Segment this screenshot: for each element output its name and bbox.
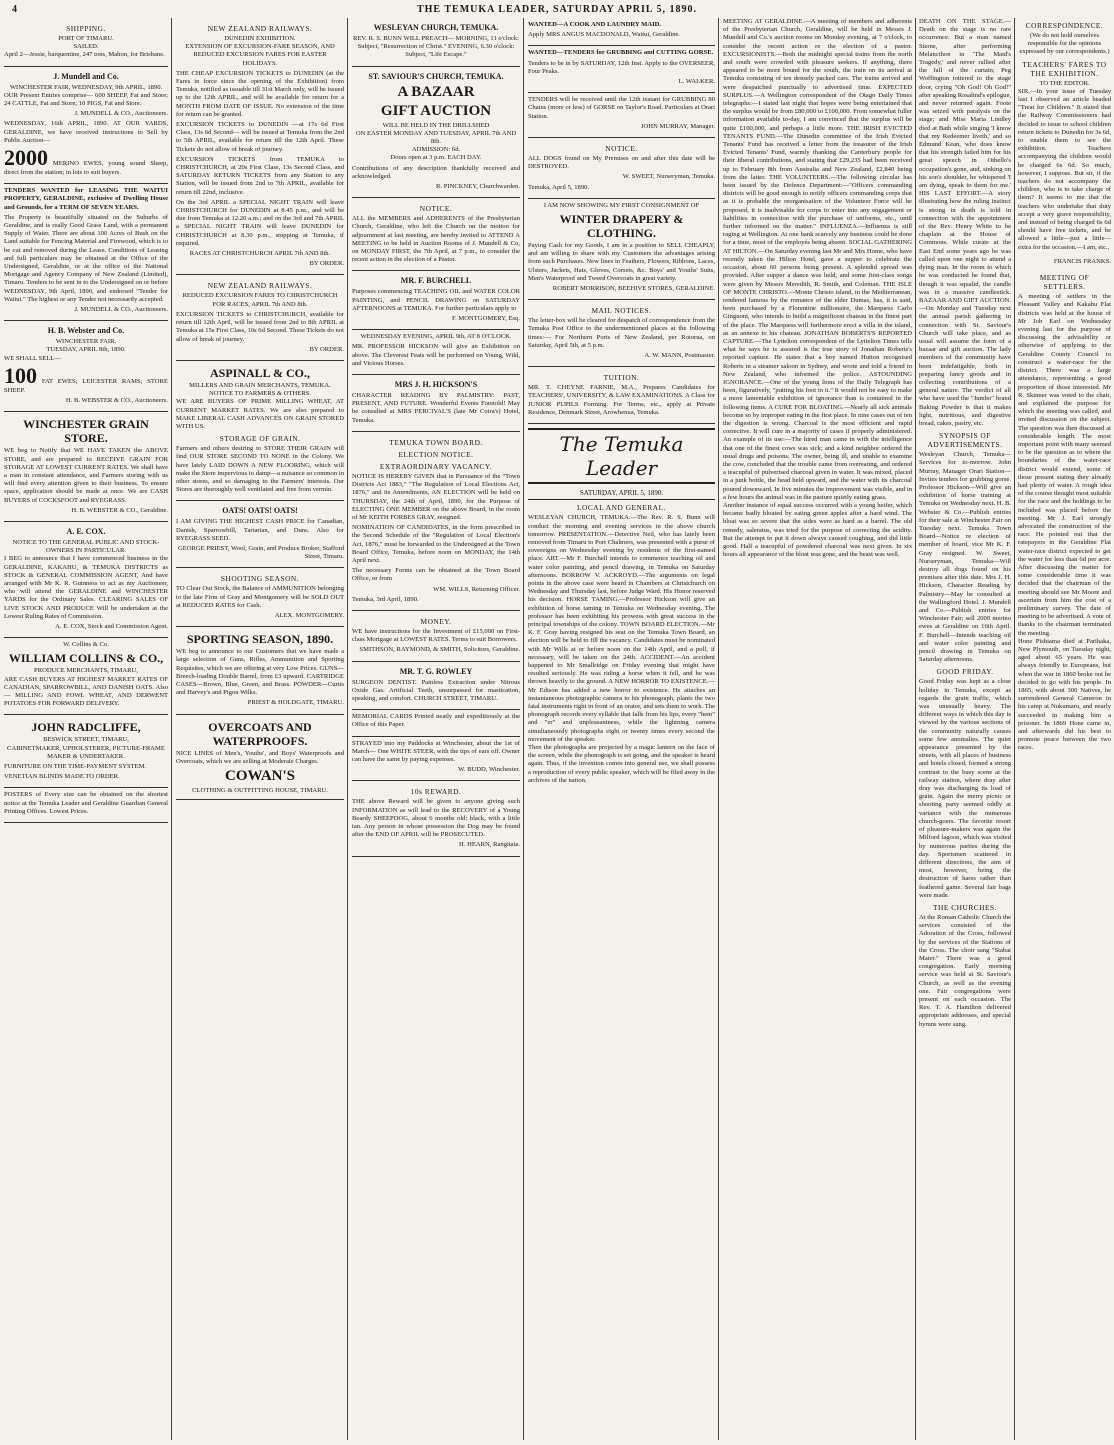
webster-signature: H. B. WEBSTER & CO., Auctioneers. xyxy=(65,397,168,405)
railways-subheading: DUNEDIN EXHIBITION. xyxy=(224,35,296,42)
mail-signature: A. W. MANN, Postmaster. xyxy=(644,352,715,360)
election-heading: ELECTION NOTICE. xyxy=(398,449,474,459)
radcliffe-blinds: VENETIAN BLINDS MADE TO ORDER. xyxy=(4,773,120,781)
webster-ad xyxy=(4,321,168,412)
vacancy-heading: EXTRAORDINARY VACANCY. xyxy=(379,461,493,471)
storage-heading: STORAGE OF GRAIN. xyxy=(219,434,301,444)
merino-text: MERINO EWES, young sound Sheep, direct from the station; in lots to suit buyers. xyxy=(4,160,168,177)
cook-heading: WANTED—A COOK AND LAUNDRY MAID. xyxy=(528,21,662,28)
mundell-ad xyxy=(4,67,168,185)
sailed-text: April 2—Jessie, barquentine, 247 tons, Mahon, for Brisbane. xyxy=(4,51,165,59)
local-general-heading: LOCAL AND GENERAL. xyxy=(577,503,666,513)
rowley-ad xyxy=(352,662,520,711)
webster-shall: WE SHALL SELL— xyxy=(4,354,61,362)
cook-ad xyxy=(528,18,715,46)
grain-store-ad xyxy=(4,412,168,522)
dogs-heading: NOTICE. xyxy=(605,144,638,154)
railways-text: THE CHEAP EXCURSION TICKETS to DUNEDIN (at the Fares in force since the opening of the Exhibition) from Temuka, notified as issuable till 31st March only, will be issued up to the 12th APRIL, and will be available for return for a MONTH FROM DATE OF ISSUE. No extension of the time for return can be granted. xyxy=(176,69,344,118)
cox-heading: A. E. COX. xyxy=(66,526,106,536)
overcoats-text: NICE LINES of Men's, Youths', and Boys' Waterproofs and Overcoats, which we are selling at Moderate Charges. xyxy=(176,749,344,765)
waitui-tender-ad xyxy=(4,184,168,321)
correspondence-heading: CORRESPONDENCE. xyxy=(1025,21,1104,30)
gorse-ad xyxy=(528,93,715,138)
bazaar-ad xyxy=(352,67,520,199)
gorse-text: TENDERS will be received until the 12th instant for GRUBBING 80 Chains (more or less) of GORSE on Taylor's Road. Particulars at Orari Station. xyxy=(528,96,715,120)
tuition-text: MR. T. CHEYNE FARNIE, M.A., Prepares Candidates for TEACHERS', UNIVERSITY, & LAW EXAMINATIONS. A Class for JUNIOR PUPILS Forming. For Terms, etc., apply at Private Residence, Denmark Street, Arowhenua, Temuka. xyxy=(528,384,715,416)
vacancy-text: NOTICE IS HEREBY GIVEN that in Pursuance of the "Town Districts Act 1883," "The Regulation of Local Elections Act, 1876," and its Amendments, AN ELECTION will be held on THURSDAY, the 24th of April, 1890, for the Purpose of ELECTING ONE MEMBER on the above Board, in the room of Mr KEITH FORBES GRAY, resigned. xyxy=(352,472,520,521)
bazaar-heading: A BAZAAR xyxy=(397,83,475,100)
grain-store-signature: H. B. WEBSTER & CO., Geraldine. xyxy=(71,506,168,514)
grain-store-text: WE beg to Notify that WE HAVE TAKEN the ABOVE STORE, and are prepared to RECEIVE GRAIN FOR STORAGE AT LOWEST CURRENT RATES. We shall have a man in constant attendance, and Farmers storing with us will find every attention given to their business. To ensure space, application should be made at once. We are CASH BUYERS of COCKSFOOT and RYEGRASS. xyxy=(4,447,168,504)
wesleyan-ad xyxy=(352,18,520,67)
dogs-signature: W. SWEET, Nurseryman, Temuka. xyxy=(622,173,715,181)
reward-signature: H. HEARN, Rangitata. xyxy=(459,841,520,849)
hickson-text: MR. PROFESSOR HICKSON will give an Exhibition on above. The Cleverest Feats will be performed on Young, Wild, and Vicious Horses. xyxy=(352,343,520,367)
local-general-text: WESLEYAN CHURCH, TEMUKA.—The Rev. R. S. Bunn will conduct the morning and evening services in the above church tomorrow. PRESENTATION.—Detective Neil, who has lately been removed from Timaru to Port Chalmers, was presented with a purse of sovereigns on Wednesday evening by residents of the first-named place. ART.—Mr F. Burchell intends to commence teaching oil and water color painting, and pencil drawing, in Temuka on Saturday afternoons. BORROW V. ACKROYD.—The arguments on legal points in the above case were heard in Chambers at Christchurch on Wednesday and Thursday last, before Judge Ward. His Honor reserved his decision. HORSE TAMING.—Professor Hickson will give an exhibition of horse taming in Temuka on Wednesday evening. The professor has been exhibiting his prowess with great success in the principal townships of the colony. TOWN BOARD ELECTION.—Mr K. F. Gray having resigned his seat on the Temuka Town Board, an election will be held to fill the vacancy. Candidates must be nominated with Mr Wills at or before noon on the 14th April, and a poll, if necessary, will be taken on the 24th. ACCIDENT.—An accident happened to Mr Smallridge on Friday evening that might have resulted seriously. He was riding a horse when it fell, and he was thrown heavily to the ground. A NEW HORROR TO EXISTENCE.—Mr Edison has added a new horror to existence. He attaches an instantaneous photographic camera to his phonograph, plants the two fatal instruments right in front of an orator, and sets them to work. The phonograph records every syllable that falls from his lips, every "hem" and "er" and unpleasantness, while the lightning camera simultaneously photographs eight or twenty times every second the movement of the speaker. xyxy=(528,514,715,743)
news-column-5: MEETING AT GERALDINE.—A meeting of members and adherents of the Presbyterian Church, Geraldine, will be held in Messrs J. Mundell and Co.'s auction rooms on Monday evening, at 7 o'clock, to consider the recent action re the election of a pastor. EXCURSIONISTS.—Both the midnight special trains from the north and south were crowded with pleasure seekers. If anything, there appeared to be more bound for the south, the train on its arrival at Temuka consisting of ten densely packed cars. The trains arrived and were despatched punctually to advertised time. EXPECTED SURPLUS.—A Wellington correspondent of the Otago Daily Times telegraphs:—I stated last night that hopes were being entertained that the surplus would be from £80,000 to £100,000. From somewhat fuller information available to-day, I am convinced that the surplus will be quite £100,000, and perhaps a little more. THE IRISH EVICTED TENANTS FUND.—The Dunedin committee of the Irish Evicted Tenants' Fund has received a letter from the treasurer of the Irish Evicted Tenants' Fund, warmly thanking the Canterbury people for their liberal contributions, and stating that £29,235 had been received up to February 8th from Australia and New Zealand, £2,840 being from the latter. THE VOLUNTEERS.—The following circular has been issued by the Defence Department:—"Officers commanding districts will be good enough to notify officers commanding corps that as it is probable the reorganisation of the Volunteer Force will be proposed, it is inadvisable for corps to enter into any engagement or liabilities in connection with the purchase of uniforms, etc., until further informed on the matter." INFLUENZA.—Influenza is still raging at Wellington. At one bank scarcely any business could be done for a time, most of the employés being absent. SOCIAL GATHERING AT HILTON.—On Saturday evening last Mr and Mrs Home, who have recently taken the Hilton Hotel, gave a supper to celebrate the occasion, about 60 persons being present. A splendid spread was provided. After supper a dance was held, and some first-class songs were given by Messrs Meredith, R. Smith, and Coleman. THE ISLE OF MONTE CHRISTO.—Monte Christo island, in the Mediterranean, rendered famous by the romance of the elder Dumas, has, it is said, been purchased by a Florentine millionaire, the Marquess Carlo Ginguoni, who intends to build a magnificent chateau in the finest part of the place. The Marquess will furthermore erect a villa in the island, as an annexe to his chateau. JONATHAN ROBERTS'S REPORTED CAPTURE.—The Lyttelton correspondent of the Lyttelton Times tells what he says he is assured is the true story of Jonathan Roberts's reported capture. He states that a boy named Hutton recognised Roberts in a steamer saloon in Sydney, and wrote and told a friend in New Zealand, who informed the police. ASTOUNDING IGNORANCE.—One of the young lions of the Daily Telegraph has been, figuratively, "putting his foot in it." It would not be easy to make a more lamentable exhibition of ignorance than is contained in the following items. A CURE FOR BLOATING.—Nearly all sick animals become so by improper eating in the first place. In nine cases out of ten the digestion is wrong. Charcoal is the most efficient and rapid corrective. It will cure in a majority of cases if properly administered. An example of its use:—The hired man came in with the intelligence that one of the finest cows was sick; and a kind neighbor ordered the usual drugs and poisons. The owner, being ill, and unable to examine the cow, concluded that the trouble came from overeating, and ordered a teacupful of pulverised charcoal given in water. It was mixed, placed in a junk bottle, the head held upward, and the water with its charcoal poured downward. In five minutes the improvement was visible, and in a few hours the animal was in the pasture quietly eating grass. xyxy=(723,18,912,501)
news-subcolumn-b xyxy=(1015,18,1114,1440)
mundell-signature: J. MUNDELL & CO., Auctioneers. xyxy=(74,110,168,118)
cowans-ad xyxy=(176,715,344,801)
collins-subheading: PRODUCE MERCHANTS, TIMARU, xyxy=(34,667,138,675)
aspinall-subheading: MILLERS AND GRAIN MERCHANTS, TEMUKA. xyxy=(189,381,331,389)
column-5 xyxy=(719,18,916,1440)
letter-text: SIR,—In your issue of Tuesday last I observed an article headed "Treat for Children." It stated that the Railway Commissioners had decided to issue to school children return tickets to Dunedin for 3s 6d, to enable them to see the exhibition. Teachers accompanying the children would be charged 6s 6d. So much, however, I suppose. But sir, if the teachers do not accompany the children, who is to take charge of them? It seems to me that the teachers who undertake that duty accept a very grave responsibility, and instead of being charged 6s 6d should have free tickets, and be allowed a little—just a little—extra for the occasion.—I am, etc., xyxy=(1018,87,1111,251)
excursion-dunedin: EXCURSION TICKETS to DUNEDIN —at 17s 6d First Class, 13s 6d Second— will be issued at Temuka from the 2nd to 5th APRIL, available for return till the 12th April. These Tickets do not allow of break of journey. xyxy=(176,121,344,153)
grubbing-ad xyxy=(528,46,715,93)
webster-count: 100 xyxy=(4,362,37,388)
settlers-more: Hone Pishiama died at Parihaka, New Plymouth, on Tuesday night, aged about 65 years. He was always friendly to Europeans, but when the war in 1860 broke out he decided to go with his people. In 1865, with about 300 Natives, he surrendered General Cameron in his camp at Nukumaru, and nearly succeeded in making him a prisoner. In 1869 Hone came in, and afterwards did his best to promote peace between the two races. xyxy=(1018,637,1111,752)
news-column-5-more: Another instance of equal success occurred with a young heifer, which became badly bloated by eating green apples after a hard wind. The bloat was so severe that the sides were as hard as a barrel. The old remedy, saleratus, was tried for the purpose of correcting the acidity. But the attempt to put it down always caused coughing, and did little good. Half a teacupful of powdered charcoal was next given. In six hours all appearance of the bloat was gone, and the beast was well. xyxy=(723,501,912,559)
railways-ad xyxy=(176,18,344,275)
hickson-date: WEDNESDAY EVENING, APRIL 9th, AT 8 O'CLOCK. xyxy=(360,333,512,341)
races-line: RACES AT CHRISTCHURCH APRIL 7th AND 8th. xyxy=(189,250,331,258)
radcliffe-heading: JOHN RADCLIFFE, xyxy=(31,720,141,735)
wesleyan-heading: WESLEYAN CHURCH, TEMUKA. xyxy=(373,23,499,32)
radcliffe-ad xyxy=(4,715,168,788)
winchester-entries: OUR Present Entries comprise— 600 SHEEP, Fat and Store; 24 CATTLE, Fat and Store; 10 PIGS, Fat and Store. xyxy=(4,91,168,108)
bazaar-signature: R. PINCKNEY, Churchwarden. xyxy=(436,183,520,191)
gorse-signature: JOHN MURRAY, Manager. xyxy=(640,122,715,130)
local-general-more: Then the photographs are projected by a magic lantern on the face of the screen, while the phonograph is set going, and the speaker is heard again. Thus, if the invention comes into general use, we shall possess a reproduction of every public speaker, which will be filed away in the archives of the nation. xyxy=(528,743,715,784)
port-line: PORT OF TIMARU. xyxy=(58,35,114,42)
aspinall-heading: ASPINALL & CO., xyxy=(209,365,310,380)
strayed-text: STRAYED into my Paddocks at Winchester, about the 1st of March— One WHITE STEER, with the tips of ears off. Owner can have the same by paying expenses. xyxy=(352,739,520,763)
money-ad xyxy=(352,611,520,662)
synopsis-text: Wesleyan Church, Temuka—Services for to-morrow. John Murray, Manager Orari Station—Invites tenders for grubbing gorse. Professor Hickson—Will give an exhibition of horse training at Temuka on Wednesday next. H. B. Webster & Co.—Publish entries for their sale at Winchester Fair on Tuesday next. Temuka Town Board—Notice re election of member of board, vice Mr K. F. Gray resigned. W. Sweet, Nurseryman, Temuka—Will destroy all dogs found on his premises after this date. Mrs J. H. Hickson, Character Reading by Palmistry—May be consulted at the Wallingford Hotel. J. Mundell and Co.—Publish entries for Winchester Fair; sell 2000 merino ewes at Geraldine on 16th April. F. Burchell—Intends teaching oil and water color painting and pencil drawing in Temuka on Saturday afternoons. xyxy=(919,451,1011,664)
winter-intro: I AM NOW SHOWING MY FIRST CONSIGNMENT OF xyxy=(543,201,700,209)
mail-text: The letter-box will be cleared for despatch of correspondence from the Temuka Post Office to the undermentioned places at the following times:— For Northern Ports of New Zealand, per Rotorua, on Saturday, April 5th, at 5 p.m. xyxy=(528,317,715,349)
waitui-text: The Property is beautifully situated on the Suburbs of Geraldine, and is really Good Grass Land, with a permanent Supply of Water. There are about 100 Acres of Bush on the Land suitable for Fencing Material and Firewood, which is to be cut and removed during the Lease. Conditions of Leasing and full particulars may be obtained at the Office of the Undersigned, Geraldine, or at the office of the National Mortgage and Agency Company of New Zealand (Limited), Timaru. Tenders to be sent in to the Undersigned on or before WEDNESDAY, 9th April, 1890, and endorsed "Tender for Waitui." The highest or any Tender not necessarily accepted. xyxy=(4,213,168,303)
column-2 xyxy=(172,18,348,1440)
by-order-1: BY ORDER. xyxy=(309,260,344,268)
winter-body: Paying Cash for my Goods, I am in a position to SELL CHEAPLY, and am willing to share with my Customers the advantages arising from such Purchases. New lines in Feathers, Flowers, Ribbons, Laces, Ulsters, Jackets, Hats, Gloves, Corsets, &c. Boys' and Youths' Suits, Men's Waterproof and Tweed Overcoats in great variety. xyxy=(528,242,715,282)
sailed-label: SAILED. xyxy=(73,43,99,51)
oats-text: I AM GIVING THE HIGHEST CASH PRICE for Canadian, Danish, Sparrowbill, Tartarian, and Duns. Also for RYEGRASS SEED. xyxy=(176,518,344,542)
shooting-ad xyxy=(176,568,344,627)
collins-ad xyxy=(4,638,168,715)
letter-signature: FRANCIS FRANKS. xyxy=(1053,258,1111,266)
strayed-signature: W. BUDD, Winchester. xyxy=(458,766,520,774)
cowans-subheading: CLOTHING & OUTFITTING HOUSE, TIMARU. xyxy=(192,787,328,794)
news-column-6: DEATH ON THE STAGE.—Death on the stage is no rare occurrence. But a man named Sterne, after performing Melancthon in 'The Maid's Tragedy,' and never rallied after the fall of the curtain; Peg Woffington tottered to the stage door, crying "Oh God! Oh God!" after speaking Rosalind's epilogue, and never returned again. Foote was seized with paralysis on the stage; and Miss Maria Lindley died at Bath while singing 'I know that my Redeemer liveth,' and so Edmund Kean, who does know that his strength failed him for his great speech in Othello's occupation's gone, and, sinking on his son's shoulder, he whispered 'I am dying, speak to them for me.' HIS LAST EFFORT.—A story illustrating how the ruling instinct is strong in death is told in connection with the appointment of the Rev. Henry White to be chaplain at the House of Commons. While curate at the East End some years ago he was called upon one night to attend a dying man. In the room to which he was conducted he found that, though it was squalid, the candle was in a massive candlestick. BAZAAR AND GIFT AUCTION.—On Monday and Tuesday next the annual parish gathering in connection with St. Saviour's Church will take place, and as usual will assume the form of a bazaar and gift auction. The lady members of the community have been indefatigable, both in preparing fancy goods and in collecting contributions of a general nature. The verdict of all who have used the "Jumbo" brand Baking Powder is that it makes light, nutritious, and digestive bread, cakes, pastry, etc. xyxy=(919,18,1012,427)
posters-ad xyxy=(4,788,168,823)
column-3 xyxy=(348,18,524,1440)
sporting-signature: PRIEST & HOLDGATE, TIMARU. xyxy=(247,699,344,707)
page-header xyxy=(0,0,1114,18)
tuition-ad xyxy=(528,367,715,424)
collins-heading: WILLIAM COLLINS & CO., xyxy=(8,651,164,666)
railways2-text: EXCURSION TICKETS to CHRISTCHURCH, available for return till 12th April, will be issued from 2nd to 8th APRIL at Temuka at 15s First Class, 10s 6d Second. These Tickets do not allow of break of journey. xyxy=(176,310,344,343)
overcoats-heading: OVERCOATS AND WATERPROOFS. xyxy=(208,719,312,748)
shooting-text: TO Clear Out Stock, the Balance of AMMUNITION belonging to the late Firm of Gray and Montgomery will be SOLD OUT at REDUCED RATES for Cash. xyxy=(176,585,344,609)
webster-date: TUESDAY, APRIL 8th, 1890. xyxy=(46,346,126,354)
winter-heading: WINTER DRAPERY & CLOTHING. xyxy=(559,212,684,241)
bazaar-admission: ADMISSION: 6d. xyxy=(411,146,461,154)
reward-text: THE above Reward will be given to anyone giving such INFORMATION as will lead to the RECOVERY of a Young Beardy SHEEPDOG, about 6 months old; black, with a little tan. Any person in whose possession the Dog may be found after the END OF APRIL will be PROSECUTED. xyxy=(352,798,520,839)
grubbing-signature: L. WALKER. xyxy=(678,78,715,86)
collins-small: W. Collins & Co. xyxy=(63,641,109,649)
memorial-text: MEMORIAL CARDS Printed neatly and expeditiously at the Office of this Paper. xyxy=(352,713,520,729)
bazaar-venue: WILL BE HELD IN THE DRILLSHED xyxy=(382,121,490,129)
gift-auction-heading: GIFT AUCTION xyxy=(380,102,492,119)
oats-heading: OATS! OATS! OATS! xyxy=(222,506,298,516)
shooting-signature: ALEX. MONTGOMERY. xyxy=(274,611,344,619)
radcliffe-text: CABINETMAKER, UPHOLSTERER, PICTURE-FRAME MAKER & UNDERTAKER. xyxy=(7,744,165,760)
palmistry-heading: MRS J. H. HICKSON'S xyxy=(394,380,478,390)
mail-notices xyxy=(528,300,715,367)
churches-text: At the Roman Catholic Church the services consisted of the Adoration of the Cross, followed by the services of the Stations of the Cross. The choir sang "Stabat Mater." There was a good congregation. Early morning service was held at St. Saviour's Church, as well as the evening one. Fair congregations were present on each occasion. The Rev. T. A. Hamilton delivered appropriate addresses, and special hymns were sung. xyxy=(919,913,1011,1028)
rowley-heading: MR. T. G. ROWLEY xyxy=(399,666,473,676)
oats-signature: GEORGE PRIEST, Wool, Grain, and Produce Broker, Stafford Street, Timaru. xyxy=(177,544,344,561)
railways-extension: EXTENSION OF EXCURSION-FARE SEASON, AND REDUCED EXCURSION FARES FOR EASTER HOLIDAYS. xyxy=(185,43,335,67)
bazaar-doors: Doors open at 3 p.m. EACH DAY. xyxy=(390,154,482,162)
rowley-text: SURGEON DENTIST. Painless Extraction under Nitrous Oxide Gas. Artificial Teeth, unsurpassed for mastication, speaking, and comfort. CHURCH STREET, TIMARU. xyxy=(352,678,520,702)
merino-count: 2000 xyxy=(4,145,48,171)
special-train: On the 3rd APRIL a SPECIAL NIGHT TRAIN will leave CHRISTCHURCH for DUNEDIN at 8.45 p.m., and will be due from Temuka at 12.20 a.m.; and on the 3rd and 7th APRIL a SPECIAL NIGHT TRAIN will leave DUNEDIN for CHRISTCHURCH at 8.30 p.m., stopping at Temuka, if required. xyxy=(176,198,344,247)
news-subcolumn-a xyxy=(916,18,1015,1440)
presbyterian-notice xyxy=(352,198,520,271)
tuition-heading: TUITION. xyxy=(603,373,640,383)
aspinall-ad xyxy=(176,361,344,501)
dogs-date: Temuka, April 5, 1890. xyxy=(528,183,590,191)
railways-heading: NEW ZEALAND RAILWAYS. xyxy=(207,24,313,33)
railways2-heading: NEW ZEALAND RAILWAYS. xyxy=(207,281,313,291)
burchell-ad xyxy=(352,271,520,330)
memorial-ad xyxy=(352,710,520,736)
sporting-text: WE beg to announce to our Customers that we have made a large selection of Guns, Rifles, Ammunition and Sporting Requisites, which we are offering at very Low Prices. GUNS—Breech-loading Double Barrel, from £3 upward. CARTRIDGE CASES—Brown, Blue, Green, and Brass. POWDER—Curtis and Harvey's and Pigou Wilks. xyxy=(176,648,344,697)
money-text: WE have instructions for the Investment of £15,000 on First-class Mortgage at LOWEST RATES. Terms to suit Borrowers. xyxy=(352,627,520,644)
running-title: THE TEMUKA LEADER, SATURDAY APRIL 5, 1890. xyxy=(416,4,698,15)
aspinall-text: WE ARE BUYERS OF PRIME MILLING WHEAT, AT CURRENT MARKET RATES. We are also prepared to MAKE LIBERAL CASH ADVANCES ON GRAIN STORED WITH US. xyxy=(176,398,344,430)
settlers-heading: MEETING OF SETTLERS. xyxy=(1039,273,1090,292)
storage-text: Farmers and others desiring to STORE THEIR GRAIN will find OUR STORE SECOND TO NONE in the Colony. We have lately LAID DOWN A NEW FLOORING, which will make the Store impervious to damp—a nuisance so common in other stores, and so damaging to the Farmers' interests. Our Stores are thoroughly well ventilated and free from vermin. xyxy=(176,445,344,494)
hickson-ad xyxy=(352,330,520,375)
column-6 xyxy=(916,18,1114,1440)
nomination-text: NOMINATION OF CANDIDATES, in the form prescribed in the Second Schedule of the "Regulation of Local Election's Act, 1876," must be forwarded to the Undersigned at the Town Board Office, Temuka, before noon on MONDAY, the 14th April next. xyxy=(352,524,520,564)
cox-ad xyxy=(4,522,168,638)
grubbing-heading: WANTED—TENDERS for GRUBBING and CUTTING GORSE. xyxy=(528,49,714,57)
forms-text: The necessary Forms can be obtained at the Town Board Office, or from xyxy=(352,567,520,583)
palmistry-text: CHARACTER READING BY PALMISTRY: PAST, PRESENT, AND FUTURE. Wonderful Events Foretold! May be consulted at MRS PERCIVAL'S (late Mr Coira's) Hotel, Temuka. xyxy=(352,392,520,424)
good-friday-text: Good Friday was kept as a close holiday in Temuka, except as regards the grain traffic, which was unusually heavy. The different ways in which this day is viewed by the various sections of the community naturally causes some few anomalies. The quiet appearance presented by the streets, with all places of business and hotels closed, formed a strong contrast to the busy scene at the railway station, where dray after dray was discharging its load of grain. Again the merry picnic or shooting party seemed oddly at variance with the numerous church-goers. The favorite resort of pleasure-makers was again the Milford lagoon, which was visited by numerous parties during the day. Sportsmen scattered in different directions, the aim of most, however, being the destruction of hares rather than feathered game. Several fair bags were made. xyxy=(919,678,1011,899)
notice-heading: NOTICE. xyxy=(419,204,453,214)
correspondence-note: (We do not hold ourselves responsible for the opinions expressed by our correspondents.) xyxy=(1019,32,1110,56)
oats-ad xyxy=(176,501,344,568)
by-order-2: BY ORDER. xyxy=(309,345,344,353)
notice-text: ALL the MEMBERS and ADHERENTS of the Presbyterian Church, Geraldine, who left the Church on the motion for adjournment at last meeting, are hereby invited to ATTEND A MEETING to be held in Auction Rooms of J. Mundell & Co, on MONDAY FIRST, the 7th April, at 7 p.m., to consider the recent action in the election of a Pastor. xyxy=(352,215,520,264)
grubbing-text: Tenders to be in by SATURDAY, 12th Inst. Apply to the OVERSEER, Four Peaks. xyxy=(528,59,715,75)
grain-store-heading: WINCHESTER GRAIN STORE. xyxy=(23,417,149,446)
radcliffe-time-payment: FURNITURE ON THE TIME-PAYMENT SYSTEM. xyxy=(4,762,147,770)
winter-drapery-ad xyxy=(528,199,715,300)
teachers-fares-heading: TEACHERS' FARES TO THE EXHIBITION. xyxy=(1022,59,1107,78)
money-heading: MONEY. xyxy=(420,616,452,626)
shooting-heading: SHOOTING SEASON. xyxy=(220,574,300,584)
reward-heading: 10s REWARD. xyxy=(410,787,462,797)
page-number: 4 xyxy=(12,4,18,15)
cowans-heading: COWAN'S xyxy=(224,768,295,784)
burchell-text: Purposes commencing TEACHING OIL and WATER COLOR PAINTING, and PENCIL DRAWING on SATURDAY AFTERNOONS at TEMUKA. For further particulars apply to xyxy=(352,288,520,312)
cox-subheading: NOTICE TO THE GENERAL PUBLIC AND STOCK-OWNERS IN PARTICULAR. xyxy=(12,538,160,555)
forms-date: Temuka, 3rd April, 1890. xyxy=(352,595,419,603)
wesleyan-text: REV. R. S. BUNN WILL PREACH— MORNING, 11 o'clock: Subject, "Resurrection of Christ." EVENING, 6.30 o'clock: Subject, "Life Escape." xyxy=(352,35,520,59)
dogs-text: ALL DOGS found on My Premises on and after this date will be DESTROYED. xyxy=(528,155,715,171)
waitui-heading: TENDERS WANTED for LEASING THE WAITUI PROPERTY, GERALDINE, exclusive of Dwelling House and Grounds, for a TERM OF SEVEN YEARS. xyxy=(4,187,168,211)
bazaar-contributions: Contributions of any description thankfully received and acknowledged. xyxy=(352,164,520,180)
shipping-heading: SHIPPING. xyxy=(66,24,106,33)
cox-signature: A. E. COX, Stock and Commission Agent. xyxy=(55,622,168,630)
burchell-heading: MR. F. BURCHELL xyxy=(400,276,472,286)
excursion-christchurch: EXCURSION TICKETS from TEMUKA to CHRISTCHURCH, at 20s First Class, 13s Second Class, and SATURDAY RETURN TICKETS from any Station to any Station, will be issued from 2nd to 7th APRIL, available for return till 22nd, inclusive. xyxy=(176,155,344,196)
railways2-subheading: REDUCED EXCURSION FARES TO CHRISTCHURCH FOR RACES, APRIL 7th AND 8th. xyxy=(182,292,338,308)
webster-text: FAT EWES; LEICESTER RAMS; STORE SHEEP. xyxy=(4,377,168,394)
winter-signature: ROBERT MORRISON, BEEHIVE STORES, GERALDINE. xyxy=(552,285,715,293)
burchell-signature: F. MONTGOMERY, Esq. xyxy=(451,315,520,323)
churches-heading: THE CHURCHES. xyxy=(933,902,997,912)
synopsis-heading: SYNOPSIS OF ADVERTISEMENTS. xyxy=(927,431,1003,450)
mail-heading: MAIL NOTICES. xyxy=(591,306,652,316)
aspinall-notice: NOTICE TO FARMERS & OTHERS. xyxy=(208,390,312,398)
money-signature: SMITHSON, RAYMOND, & SMITH, Solicitors, Geraldine. xyxy=(359,646,520,654)
column-4 xyxy=(524,18,719,1440)
radcliffe-subheading: BESWICK STREET, TIMARU, xyxy=(43,736,129,744)
returning-officer: WM. WILLS, Returning Officer. xyxy=(433,585,520,593)
shipping-notice xyxy=(4,18,168,67)
strayed-ad xyxy=(352,737,520,782)
election-ad xyxy=(352,432,520,611)
cox-text: I BEG to announce that I have commenced business in the GERALDINE, KAKAHU, & TEMUKA DISTRICTS as STOCK & GENERAL COMMISSION AGENT, And have arranged with Mr K. R. Guinness to act as my Auctioneer, who will attend the GERALDINE and WINCHESTER YARDS for the Ordinary Sales. CLEARING SALES OF LIVE STOCK AND PRODUCE Will be undertaken at the Lowest Ruling Rates of Commission. xyxy=(4,555,168,620)
to-the-editor: TO THE EDITOR. xyxy=(1039,79,1090,87)
collins-text: ARE CASH BUYERS AT HIGHEST MARKET RATES OF CANADIAN, SPARROWBILL, AND DANISH OATS. Also— MILLING AND FOWL WHEAT, AND DERWENT POTATOES FOR FORWARD DELIVERY. xyxy=(4,675,168,708)
dateline: SATURDAY, APRIL 5, 1890. xyxy=(528,488,715,500)
cook-text: Apply MRS ANGUS MACDONALD, Waitui, Geraldine. xyxy=(528,31,681,39)
masthead: The Temuka Leader xyxy=(528,428,715,484)
palmistry-ad xyxy=(352,375,520,432)
dogs-notice xyxy=(528,138,715,199)
geraldine-sale: WEDNESDAY, 16th APRIL, 1890. AT OUR YARDS, GERALDINE, we have received instructions to Sell by Public Auction— xyxy=(4,120,168,144)
waitui-signature: J. MUNDELL & CO., Auctioneers. xyxy=(74,306,168,314)
good-friday-heading: GOOD FRIDAY. xyxy=(936,667,994,677)
posters-text: POSTERS of Every size can be obtained on the shortest notice at the Temuka Leader and Geraldine Guardian General Printing Offices. Lowest Prices. xyxy=(4,791,168,815)
column-1 xyxy=(0,18,172,1440)
mundell-heading: J. Mundell and Co. xyxy=(53,71,119,81)
winchester-sale: WINCHESTER FAIR, WEDNESDAY, 9th APRIL, 1890. xyxy=(9,83,163,91)
webster-fair: WINCHESTER FAIR. xyxy=(55,338,117,346)
reward-ad xyxy=(352,781,520,856)
sporting-heading: SPORTING SEASON, 1890. xyxy=(186,632,334,647)
town-board-heading: TEMUKA TOWN BOARD. xyxy=(389,437,483,447)
webster-heading: H. B. Webster and Co. xyxy=(47,326,125,336)
st-saviours-heading: ST. SAVIOUR'S CHURCH, TEMUKA. xyxy=(368,71,504,81)
bazaar-date: ON EASTER MONDAY AND TUESDAY, APRIL 7th AND 8th. xyxy=(355,129,517,146)
railways-races-ad xyxy=(176,275,344,360)
settlers-text: A meeting of settlers in the Pleasant Valley and Kakahu Flat districts was held at the house of Mr Job Earl on Wednesday evening last for the purpose of discussing the advisability or otherwise of applying to the Geraldine County Council to construct a water-race for the district. There was a large attendance, representing a good proportion of those interested. Mr R. Skinner was voted to the chair, and explained the purpose for which the meeting was called, and invited discussion on the subject. The question was then discussed at considerable length. The most important point with many seemed to be the question as to where the boundaries of the water-race district would extend, some of those present stating they already had plenty of water. A rough idea of the course thought most suitable for the race and the holdings to be included was placed before the meeting. Mr J. Earl strongly advocated the construction of the race. He pointed out that the ratepayers in the Geraldine Flat water-race district expected to get the water for less than 6d per acre. After discussing the matter for some considerable time it was decided that the chairman of the meeting should see Mr Moore and ascertain from him the cost of a preliminary survey. The date of meeting to be advertised. A vote of thanks to the chairman terminated the meeting. xyxy=(1018,293,1111,637)
sporting-ad xyxy=(176,627,344,714)
